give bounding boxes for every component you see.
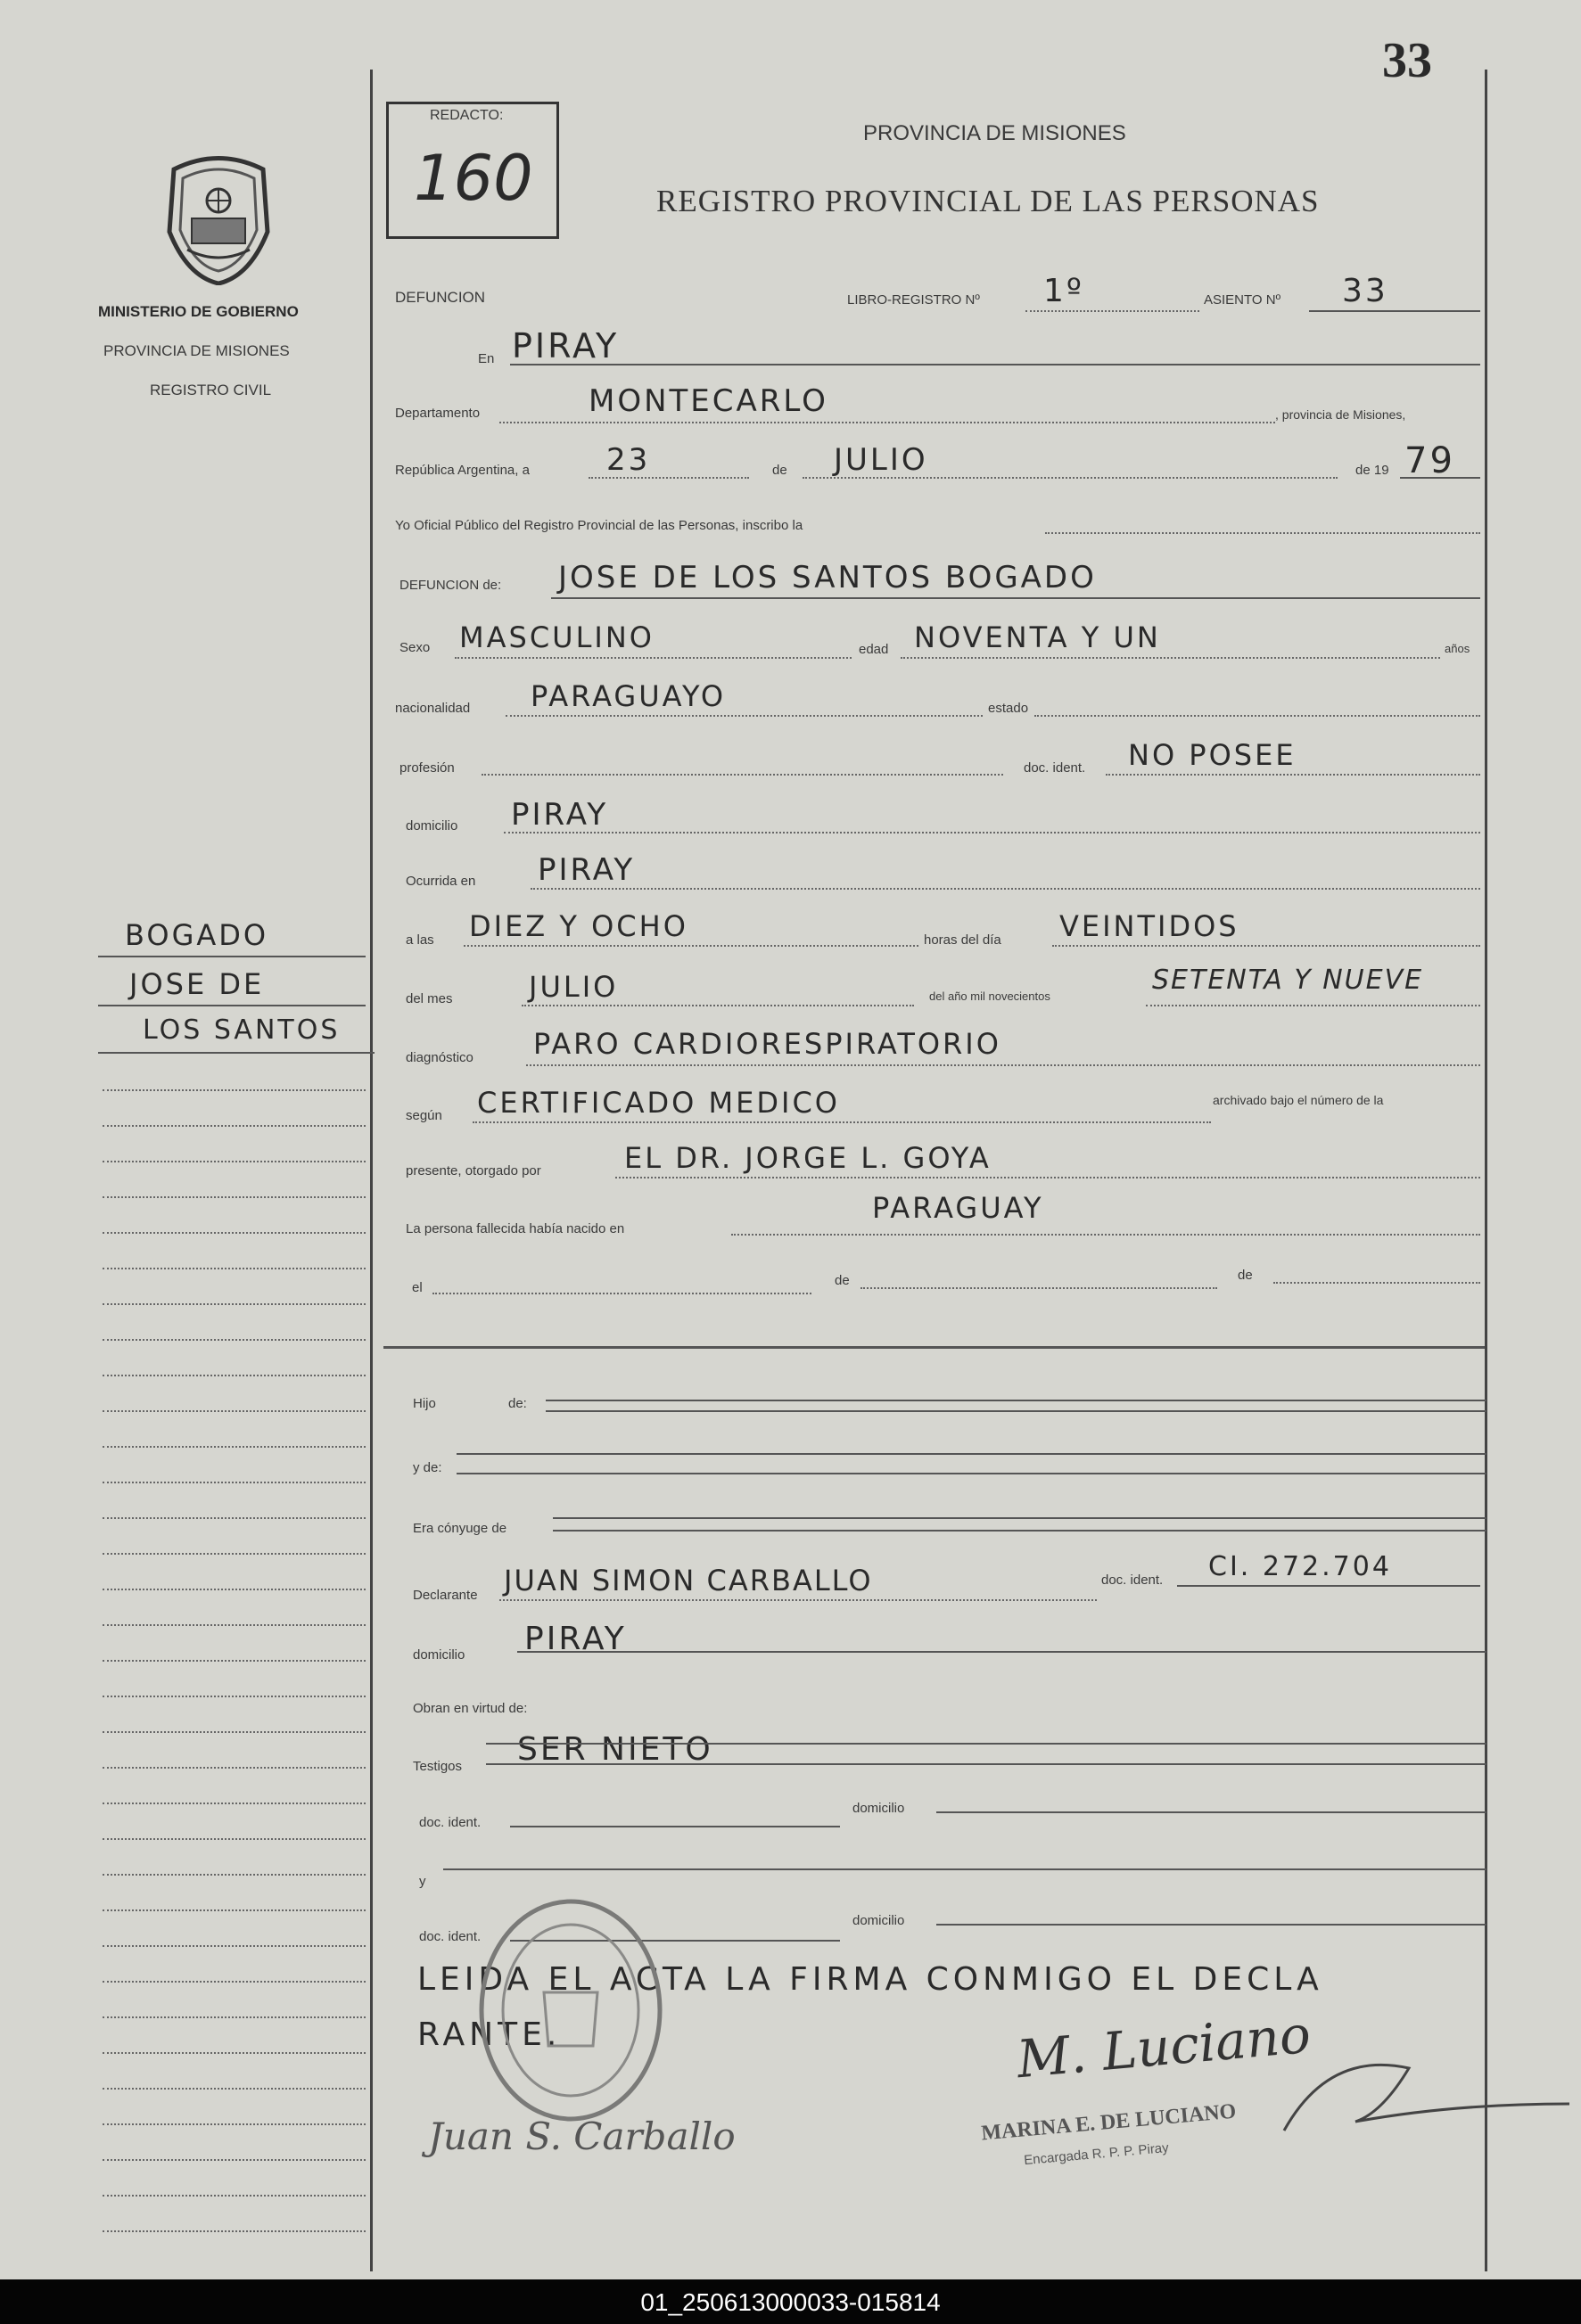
horas-label: horas del día (924, 932, 1001, 948)
conyuge-label: Era cónyuge de (413, 1521, 507, 1536)
el-line (432, 1293, 811, 1294)
sexo-line (455, 657, 852, 659)
day-value: 23 (606, 442, 651, 478)
margin-line (103, 1375, 366, 1376)
official-seal-icon (473, 1894, 669, 2126)
decl-domicilio-value: PIRAY (524, 1621, 627, 1657)
declarant-signature: Juan S. Carballo (428, 2115, 736, 2158)
margin-line (103, 1303, 366, 1305)
hijo-line-1 (546, 1400, 1486, 1401)
redacto-label: REDACTO: (430, 108, 504, 123)
el-label: el (412, 1280, 423, 1295)
republica-label: República Argentina, a (395, 463, 530, 478)
declarante-value: JUAN SIMON CARBALLO (504, 1564, 873, 1597)
departamento-value: MONTECARLO (589, 383, 828, 419)
testigos-label: Testigos (413, 1759, 463, 1774)
page-number: 33 (1382, 33, 1432, 88)
de-label: de (772, 463, 787, 478)
margin-line (103, 1446, 366, 1448)
margin-line (103, 1767, 366, 1769)
doc-ident-value: NO POSEE (1128, 738, 1297, 772)
libro-value: 1º (1043, 273, 1084, 309)
margin-line (103, 2016, 366, 2018)
nacionalidad-line (506, 715, 983, 717)
header-title: REGISTRO PROVINCIAL DE LAS PERSONAS (656, 184, 1320, 218)
y-label: y (419, 1874, 426, 1889)
closing-line-2: RANTE. (417, 2016, 562, 2053)
margin-line (103, 1339, 366, 1341)
decl-doc-label: doc. ident. (1101, 1573, 1164, 1588)
yde-line-1 (457, 1453, 1486, 1455)
presente-value: EL DR. JORGE L. GOYA (624, 1141, 992, 1175)
hijo-label: Hijo (413, 1396, 436, 1411)
doc-ident-line (1106, 774, 1480, 776)
margin-line (103, 2159, 366, 2161)
dia-line (1052, 945, 1480, 947)
t2-doc-label: doc. ident. (419, 1929, 482, 1944)
margin-line (103, 1660, 366, 1662)
decl-domicilio-line (517, 1651, 1486, 1653)
decl-doc-line (1177, 1585, 1480, 1587)
asiento-line (1309, 310, 1480, 312)
profesion-label: profesión (399, 760, 455, 776)
margin-line (103, 1874, 366, 1876)
doc-ident-label: doc. ident. (1024, 760, 1086, 776)
ocurrida-line (531, 888, 1480, 890)
margin-line (103, 1696, 366, 1697)
margin-underline-2 (98, 1005, 366, 1006)
closing-line-1: LEIDA EL ACTA LA FIRMA CONMIGO EL DECLA (417, 1961, 1323, 1998)
conyuge-line-1 (553, 1517, 1486, 1519)
margin-line (103, 1268, 366, 1269)
estado-label: estado (988, 701, 1029, 716)
hijo-line-2 (546, 1410, 1486, 1412)
testigos-line-2 (486, 1763, 1486, 1765)
nacido-label: La persona fallecida había nacido en (406, 1221, 625, 1236)
segun-value: CERTIFICADO MEDICO (477, 1086, 840, 1120)
margin-line (103, 1589, 366, 1590)
departamento-label: Departamento (395, 406, 481, 421)
diagnostico-value: PARO CARDIORESPIRATORIO (533, 1027, 1001, 1061)
mes-value: JULIO (529, 970, 619, 1004)
edad-label: edad (859, 642, 889, 657)
redacto-value: 160 (414, 142, 533, 215)
departamento-line (499, 422, 1275, 423)
margin-given-2: LOS SANTOS (143, 1014, 341, 1046)
libro-line (1025, 310, 1199, 312)
margin-line (103, 1909, 366, 1911)
nacido-value: PARAGUAY (872, 1191, 1044, 1225)
margin-line (103, 1731, 366, 1733)
margin-line (103, 2052, 366, 2054)
margin-line (103, 1196, 366, 1198)
margin-surname: BOGADO (125, 918, 269, 952)
nacionalidad-label: nacionalidad (395, 701, 471, 716)
year-line (1400, 477, 1480, 479)
t1-doc-line (510, 1826, 840, 1827)
presente-label: presente, otorgado por (406, 1163, 541, 1178)
margin-line (103, 1125, 366, 1127)
edad-value: NOVENTA Y UN (914, 620, 1161, 654)
margin-line (103, 1517, 366, 1519)
oficial-text: Yo Oficial Público del Registro Provincial de las Personas, inscribo la (395, 518, 803, 533)
dia-value: VEINTIDOS (1059, 909, 1239, 943)
margin-line (103, 2123, 366, 2125)
diagnostico-label: diagnóstico (406, 1050, 473, 1065)
en-label: En (478, 351, 495, 366)
margin-line (103, 1981, 366, 1983)
margin-underline-3 (98, 1052, 375, 1054)
provincia-suffix: , provincia de Misiones, (1275, 407, 1406, 422)
segun-line (473, 1121, 1211, 1123)
de2-line (860, 1287, 1217, 1289)
domicilio-value: PIRAY (511, 797, 609, 833)
section-separator (383, 1346, 1485, 1349)
archivado-label: archivado bajo el número de la (1213, 1093, 1384, 1107)
right-border-line (1485, 70, 1487, 2271)
asiento-value: 33 (1342, 273, 1388, 309)
hijo-de-label: de: (508, 1396, 527, 1411)
anio-label: del año mil novecientos (929, 990, 1050, 1003)
sexo-value: MASCULINO (459, 620, 655, 654)
official-signature: M. Luciano (1014, 2003, 1313, 2090)
en-line (510, 364, 1480, 365)
defuncion-de-label: DEFUNCION de: (399, 578, 502, 593)
margin-line (103, 1624, 366, 1626)
nacido-line (731, 1234, 1480, 1236)
de3-line (1273, 1282, 1480, 1284)
hora-line (464, 945, 918, 947)
presente-line (615, 1177, 1480, 1178)
t1-dom-line (936, 1811, 1486, 1813)
diagnostico-line (526, 1064, 1480, 1066)
obran-label: Obran en virtud de: (413, 1701, 528, 1716)
margin-given-1: JOSE DE (129, 967, 265, 1001)
yde-label: y de: (413, 1460, 442, 1475)
testigos-line-1 (486, 1743, 1486, 1745)
official-stamp-title: Encargada R. P. P. Piray (1023, 2139, 1170, 2169)
t1-dom-label: domicilio (852, 1801, 905, 1816)
ocurrida-value: PIRAY (538, 852, 636, 888)
margin-line (103, 2195, 366, 2197)
domicilio-line (504, 832, 1480, 834)
section-label: DEFUNCION (395, 289, 486, 306)
libro-label: LIBRO-REGISTRO Nº (847, 292, 980, 308)
month-value: JULIO (834, 442, 928, 478)
oficial-line (1045, 532, 1480, 534)
margin-line (103, 1553, 366, 1555)
margin-line (103, 1232, 366, 1234)
estado-line (1034, 715, 1480, 717)
official-stamp-name: MARINA E. DE LUCIANO (980, 2099, 1238, 2146)
t2-dom-label: domicilio (852, 1913, 905, 1928)
declarante-line (499, 1599, 1097, 1601)
margin-line (103, 2088, 366, 2090)
deceased-name: JOSE DE LOS SANTOS BOGADO (558, 560, 1097, 595)
margin-line (103, 1089, 366, 1091)
month-line (803, 477, 1338, 479)
year-prefix: de 19 (1355, 463, 1389, 478)
hora-value: DIEZ Y OCHO (469, 909, 688, 943)
nacionalidad-value: PARAGUAYO (531, 679, 727, 713)
asiento-label: ASIENTO Nº (1204, 292, 1281, 308)
alas-label: a las (406, 932, 434, 948)
margin-line (103, 1803, 366, 1804)
margin-line (103, 1482, 366, 1483)
year-value: 79 (1404, 440, 1455, 481)
testigos-value: SER NIETO (517, 1731, 713, 1768)
de2-label: de (835, 1273, 850, 1288)
y-line (443, 1868, 1486, 1870)
registry-label-left: REGISTRO CIVIL (150, 382, 272, 398)
edad-line (901, 657, 1440, 659)
signature-flourish-icon (1275, 2041, 1578, 2148)
margin-line (103, 1945, 366, 1947)
redacto-stamp (386, 102, 559, 239)
sexo-label: Sexo (399, 640, 431, 655)
segun-label: según (406, 1108, 442, 1123)
t2-dom-line (936, 1924, 1486, 1926)
yde-line-2 (457, 1473, 1486, 1474)
province-label-left: PROVINCIA DE MISIONES (103, 342, 290, 359)
conyuge-line-2 (553, 1530, 1486, 1532)
margin-line (103, 1838, 366, 1840)
anio-line (1146, 1005, 1480, 1006)
provincial-seal-icon (161, 152, 276, 285)
header-province: PROVINCIA DE MISIONES (863, 121, 1126, 145)
domicilio-label: domicilio (406, 818, 458, 834)
declarante-label: Declarante (413, 1588, 478, 1603)
delmes-label: del mes (406, 991, 453, 1006)
en-value: PIRAY (512, 326, 620, 365)
margin-line (103, 1161, 366, 1162)
ocurrida-label: Ocurrida en (406, 874, 476, 889)
ministry-label: MINISTERIO DE GOBIERNO (98, 303, 299, 320)
t1-doc-label: doc. ident. (419, 1815, 482, 1830)
anio-value: SETENTA Y NUEVE (1152, 965, 1424, 996)
margin-line (103, 1410, 366, 1412)
margin-underline-1 (98, 956, 366, 957)
mes-line (522, 1005, 914, 1006)
decl-doc-value: CI. 272.704 (1208, 1551, 1392, 1582)
profesion-line (482, 774, 1003, 776)
footer-id: 01_250613000033-015814 (640, 2288, 941, 2316)
decl-domicilio-label: domicilio (413, 1647, 465, 1663)
de3-label: de (1238, 1268, 1253, 1283)
day-line (589, 477, 749, 479)
margin-line (103, 2230, 366, 2232)
defuncion-de-line (551, 597, 1480, 599)
anos-label: años (1445, 642, 1470, 655)
left-border-line (370, 70, 373, 2271)
